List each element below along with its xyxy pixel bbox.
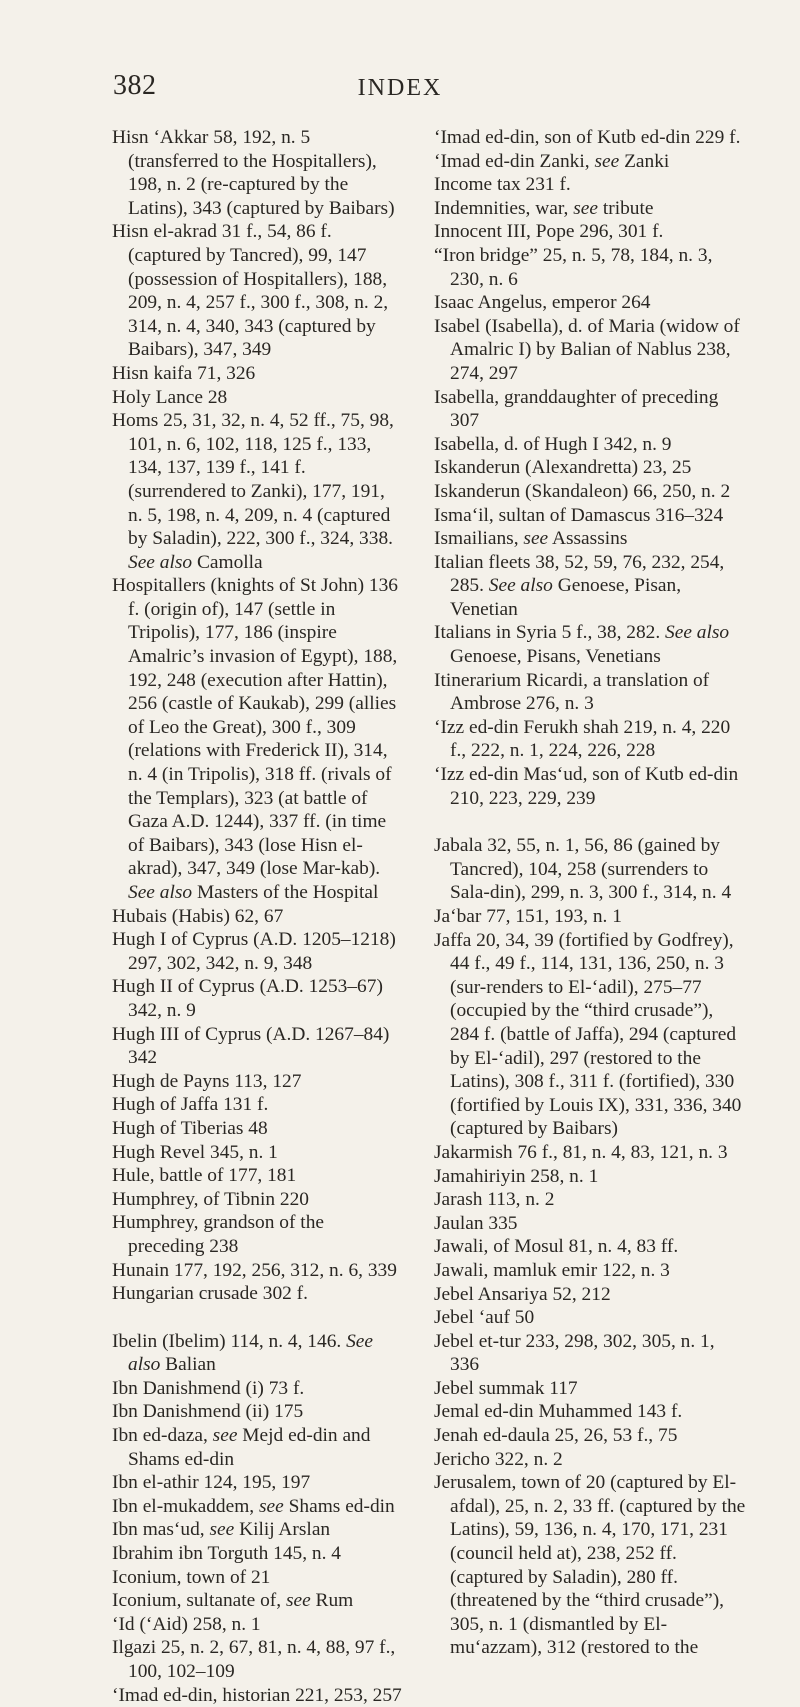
index-entry (434, 1448, 746, 1472)
entry-text: Iconium, sultanate of, (112, 1590, 286, 1612)
entry-text: Hule, battle of 177, 181 (112, 1165, 297, 1187)
entry-text: Hisn kaifa 71, 326 (112, 362, 256, 384)
entry-text: Ibn el-mukaddem, (112, 1495, 260, 1517)
entry-text: Hugh de Payns 113, 127 (112, 1070, 302, 1092)
page-number: 382 (113, 70, 157, 101)
index-entry (434, 1188, 746, 1212)
cross-reference-target: Masters of the Hospital (192, 882, 379, 903)
entry-text: Hugh II of Cyprus (A.D. 1253–67) 342, n. 9 (112, 976, 383, 1021)
entry-text: Itinerarium Ricardi, a translation of Ambrose 276, n. 3 (434, 669, 710, 715)
entry-text: Ibrahim ibn Torguth 145, n. 4 (112, 1543, 341, 1565)
index-entry (434, 1165, 746, 1189)
entry-text: ‘Izz ed-din Mas‘ud, son of Kutb ed-din 210, 223, 229, 239 (434, 764, 739, 809)
see-reference-label: see (573, 197, 598, 219)
entry-text: Isaac Angelus, emperor 264 (434, 292, 651, 314)
entry-text: Jaulan 335 (434, 1212, 518, 1234)
entry-text: Ibn el-athir 124, 195, 197 (112, 1472, 311, 1494)
cross-reference-target: tribute (598, 197, 654, 219)
index-entry (434, 150, 746, 174)
index-entry (112, 1070, 404, 1094)
entry-text: Jebel Ansariya 52, 212 (434, 1283, 611, 1305)
entry-text: Ibelin (Ibelim) 114, n. 4, 146. (112, 1330, 347, 1352)
see-reference-label: See also (665, 622, 730, 644)
index-entry (112, 1636, 404, 1683)
entry-text: Jebel et-tur 233, 298, 302, 305, n. 1, 336 (434, 1330, 715, 1376)
entry-text: Humphrey, grandson of the preceding 238 (112, 1212, 324, 1257)
index-entry (434, 480, 746, 504)
entry-text: Ja‘bar 77, 151, 193, n. 1 (434, 906, 622, 927)
index-entry (434, 929, 746, 1141)
index-entry (112, 1259, 404, 1283)
entry-text: Hugh Revel 345, n. 1 (112, 1141, 278, 1163)
index-entry (434, 1235, 746, 1259)
index-entry (112, 1424, 404, 1471)
see-reference-label: see (594, 150, 620, 172)
entry-text: Ismailians, (434, 528, 524, 550)
index-entry (434, 1141, 746, 1165)
index-entry (434, 1424, 746, 1448)
index-entry (112, 1589, 404, 1613)
index-entry (112, 1188, 404, 1212)
index-entry (112, 574, 404, 904)
index-entry (112, 905, 404, 929)
entry-text: Hugh of Tiberias 48 (112, 1117, 268, 1139)
entry-text: Hunain 177, 192, 256, 312, n. 6, 339 (112, 1259, 397, 1281)
index-entry (112, 409, 404, 574)
entry-text: Italians in Syria 5 f., 38, 282. (434, 622, 666, 644)
cross-reference-target: Camolla (192, 551, 263, 573)
entry-text: Jabala 32, 55, n. 1, 56, 86 (gained by Tancred), 104, 258 (surrenders to Sala-din), 299, n. 3, 300 f., 314, n. 4 (434, 835, 732, 904)
index-column-right (434, 126, 746, 1660)
index-entry (112, 1377, 404, 1401)
see-reference-label: see (212, 1425, 238, 1447)
entry-text: Jawali, mamluk emir 122, n. 3 (434, 1259, 670, 1281)
index-entry (112, 1117, 404, 1141)
index-entry (112, 1495, 404, 1519)
cross-reference-target: Balian (160, 1354, 216, 1376)
see-reference-label: see (209, 1519, 235, 1541)
entry-text: Hisn el-akrad 31 f., 54, 86 f. (captured by Tancred), 99, 147 (possession of Hospitallers), 188, 209, n. 4, 257 f., 300 f., 308, n. 2, 314, n. 4, 340, 343 (captured by Baibars), 347, 349 (112, 221, 389, 361)
entry-text: Hisn ‘Akkar 58, 192, n. 5 (transferred to the Hospitallers), 198, n. 2 (re-captured by the Latins), 343 (captured by Baibars) (112, 127, 395, 219)
index-entry (434, 669, 746, 716)
index-entry (112, 1684, 404, 1707)
entry-text: Ilgazi 25, n. 2, 67, 81, n. 4, 88, 97 f., 100, 102–109 (112, 1637, 396, 1682)
index-entry (434, 504, 746, 528)
index-entry (112, 1400, 404, 1424)
entry-text: Hugh I of Cyprus (A.D. 1205–1218) 297, 302, 342, n. 9, 348 (112, 929, 396, 974)
entry-text: Indemnities, war, (434, 197, 574, 219)
index-entry (112, 1613, 404, 1637)
index-entry (112, 975, 404, 1022)
entry-text: Holy Lance 28 (112, 386, 228, 408)
index-entry (434, 173, 746, 197)
entry-text: “Iron bridge” 25, n. 5, 78, 184, n. 3, 230, n. 6 (434, 244, 713, 290)
entry-text: Hubais (Habis) 62, 67 (112, 905, 284, 927)
entry-text: Income tax 231 f. (434, 174, 571, 196)
index-entry (112, 928, 404, 975)
index-entry (434, 905, 746, 929)
entry-text: Homs 25, 31, 32, n. 4, 52 ff., 75, 98, 101, n. 6, 102, 118, 125 f., 133, 134, 137, 139 f., 141 f. (surrendered to Zanki), 177, 191, n. 5, 198, n. 4, 209, n. 4 (captured by Saladin), 222, 300 f., 324, 338. (112, 410, 394, 550)
index-entry (112, 1141, 404, 1165)
index-entry (112, 362, 404, 386)
index-entry (434, 716, 746, 763)
see-reference-label: See also (128, 1330, 374, 1376)
see-reference-label: See also (128, 882, 193, 903)
index-entry (434, 197, 746, 221)
entry-text: Isabel (Isabella), d. of Maria (widow of Amalric I) by Balian of Nablus 238, 274, 297 (434, 315, 740, 384)
index-entry (434, 315, 746, 386)
index-entry (434, 1400, 746, 1424)
entry-text: ‘Id (‘Aid) 258, n. 1 (112, 1613, 261, 1635)
entry-text: Iskanderun (Skandaleon) 66, 250, n. 2 (434, 480, 731, 502)
cross-reference-target: Mejd ed-din and Shams ed-din (128, 1425, 371, 1470)
entry-text: ‘Imad ed-din, historian 221, 253, 257 (112, 1684, 402, 1706)
index-entry (434, 1306, 746, 1330)
see-reference-label: See also (488, 575, 553, 597)
index-entry (112, 1542, 404, 1566)
entry-text: Isma‘il, sultan of Damascus 316–324 (434, 504, 724, 526)
entry-text: Isabella, granddaughter of preceding 307 (434, 386, 719, 432)
cross-reference-target: Rum (310, 1590, 354, 1612)
index-entry (434, 1212, 746, 1236)
see-reference-label: See also (128, 551, 193, 573)
index-entry (434, 220, 746, 244)
index-entry (112, 1330, 404, 1377)
index-entry (434, 621, 746, 668)
index-entry (434, 386, 746, 433)
entry-text: Jarash 113, n. 2 (434, 1189, 555, 1211)
entry-text: Ibn Danishmend (i) 73 f. (112, 1377, 305, 1399)
cross-reference-target: Shams ed-din (283, 1495, 395, 1517)
entry-text: Iconium, town of 21 (112, 1566, 271, 1588)
cross-reference-target: Assassins (548, 528, 628, 550)
index-entry (434, 763, 746, 810)
see-reference-label: see (523, 528, 549, 550)
entry-text: ‘Izz ed-din Ferukh shah 219, n. 4, 220 f., 222, n. 1, 224, 226, 228 (434, 716, 731, 762)
index-entry (434, 456, 746, 480)
index-entry (112, 1282, 404, 1306)
index-entry (434, 126, 746, 150)
running-head: INDEX (357, 75, 443, 101)
entry-text: Jemal ed-din Muhammed 143 f. (434, 1401, 683, 1423)
entry-text: ‘Imad ed-din, son of Kutb ed-din 229 f. (434, 127, 741, 148)
index-entry (434, 834, 746, 905)
entry-text: Isabella, d. of Hugh I 342, n. 9 (434, 433, 672, 455)
index-entry (434, 527, 746, 551)
entry-text: Hungarian crusade 302 f. (112, 1283, 308, 1305)
index-entry (434, 244, 746, 291)
entry-text: Jawali, of Mosul 81, n. 4, 83 ff. (434, 1236, 679, 1258)
index-entry (112, 126, 404, 220)
entry-text: Jakarmish 76 f., 81, n. 4, 83, 121, n. 3 (434, 1141, 728, 1163)
index-column-left (112, 126, 404, 1707)
entry-text: ‘Imad ed-din Zanki, (434, 150, 595, 172)
entry-text: Ibn mas‘ud, (112, 1519, 210, 1541)
entry-text: Jenah ed-daula 25, 26, 53 f., 75 (434, 1425, 678, 1447)
entry-text: Italian fleets 38, 52, 59, 76, 232, 254, 285. (434, 551, 725, 597)
index-entry (112, 386, 404, 410)
index-entry (434, 433, 746, 457)
entry-text: Ibn Danishmend (ii) 175 (112, 1401, 304, 1423)
index-entry (112, 1164, 404, 1188)
index-entry (434, 1471, 746, 1660)
index-entry (112, 1211, 404, 1258)
index-entry (434, 551, 746, 622)
entry-text: Ibn ed-daza, (112, 1425, 213, 1447)
entry-text: Innocent III, Pope 296, 301 f. (434, 221, 664, 243)
entry-text: Hugh III of Cyprus (A.D. 1267–84) 342 (112, 1023, 390, 1069)
entry-text: Jebel ‘auf 50 (434, 1307, 535, 1329)
cross-reference-target: Kilij Arslan (234, 1519, 331, 1541)
entry-text: Jebel summak 117 (434, 1377, 578, 1399)
cross-reference-target: Genoese, Pisans, Venetians (450, 646, 661, 668)
entry-text: Hospitallers (knights of St John) 136 f. (origin of), 147 (settle in Tripolis), 177, 186 (inspire Amalric’s invasion of Egypt), 188, 192, 248 (execution after Hattin), 256 (castle of Kaukab), 299 (allies of Leo the Great), 300 f., 309 (relations with Frederick II), 314, n. 4 (in Tripolis), 318 ff. (rivals of the Templars), 323 (at battle of Gaza A.D. 1244), 337 ff. (in time of Baibars), 343 (lose Hisn el-akrad), 347, 349 (lose Mar-kab). (112, 575, 399, 880)
entry-text: Hugh of Jaffa 131 f. (112, 1094, 269, 1116)
cross-reference-target: Zanki (619, 150, 670, 172)
index-entry (434, 1283, 746, 1307)
entry-text: Jaffa 20, 34, 39 (fortified by Godfrey), 44 f., 49 f., 114, 131, 136, 250, n. 3 (sur-renders to El-‘adil), 275–77 (occupied by the “third crusade”), 284 f. (battle of Jaffa), 294 (captured by El-‘adil), 297 (restored to the Latins), 308 f., 311 f. (fortified), 330 (fortified by Louis IX), 331, 336, 340 (captured by Baibars) (434, 929, 742, 1140)
see-reference-label: see (259, 1495, 284, 1517)
index-entry (112, 1093, 404, 1117)
entry-text: Jericho 322, n. 2 (434, 1448, 563, 1470)
entry-text: Iskanderun (Alexandretta) 23, 25 (434, 457, 692, 479)
index-entry (434, 1259, 746, 1283)
see-reference-label: see (285, 1590, 311, 1612)
index-entry (112, 1471, 404, 1495)
index-entry (434, 1330, 746, 1377)
entry-text: Jerusalem, town of 20 (captured by El-afdal), 25, n. 2, 33 ff. (captured by the Latins), 59, 136, n. 4, 170, 171, 231 (council held at), 238, 252 ff. (captured by Saladin), 280 ff. (threatened by the “third crusade”), 305, n. 1 (dismantled by El-mu‘azzam), 312 (restored to the (434, 1472, 746, 1659)
index-entry (434, 1377, 746, 1401)
index-entry (112, 220, 404, 362)
cross-reference-target: Genoese, Pisan, Venetian (450, 575, 682, 620)
index-entry (112, 1518, 404, 1542)
index-entry (434, 291, 746, 315)
index-entry (112, 1023, 404, 1070)
entry-text: Humphrey, of Tibnin 220 (112, 1188, 309, 1210)
entry-text: Jamahiriyin 258, n. 1 (434, 1165, 599, 1187)
index-entry (112, 1566, 404, 1590)
